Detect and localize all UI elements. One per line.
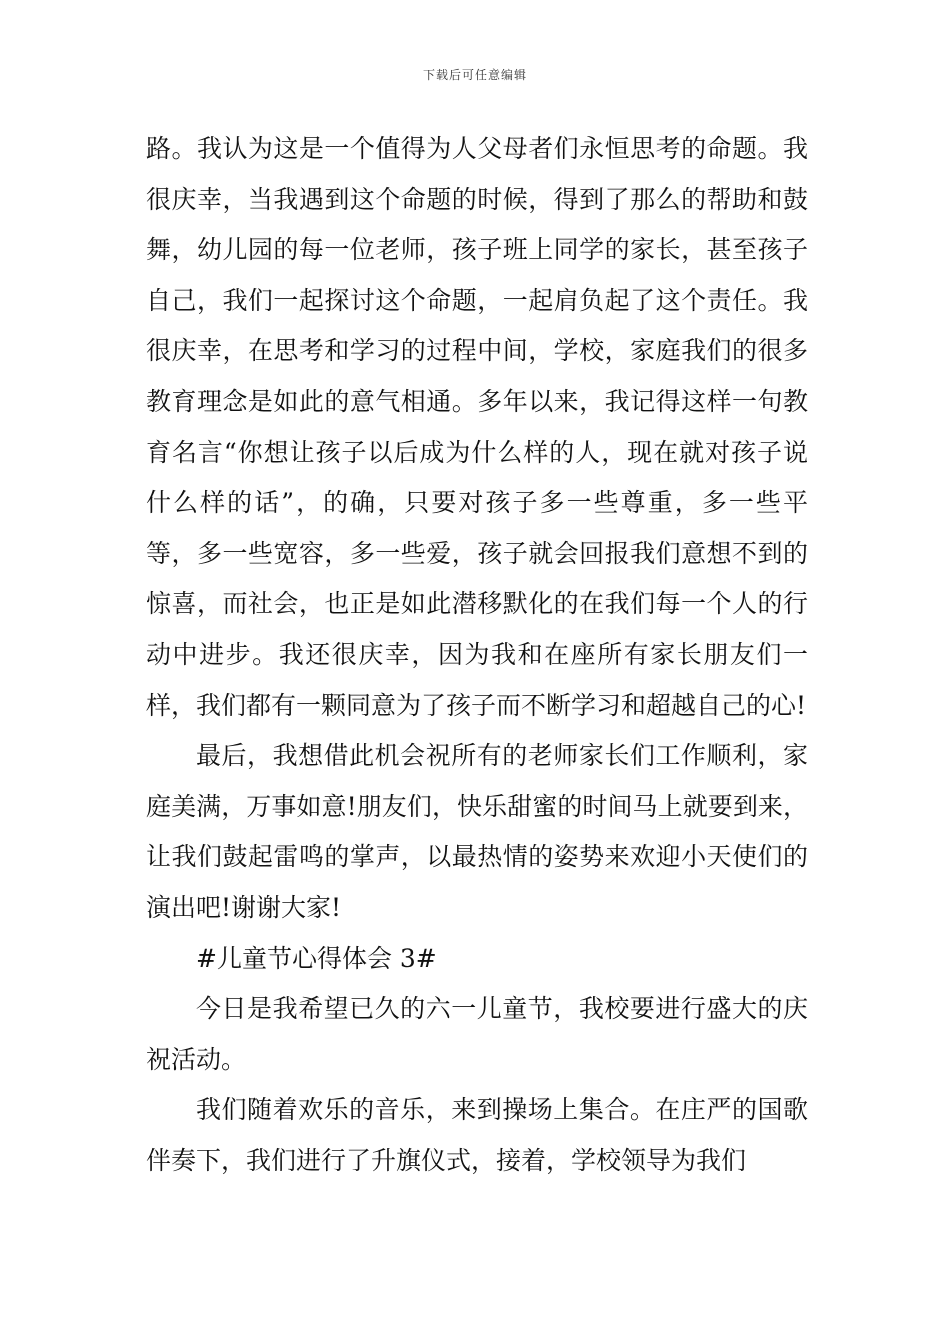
paragraph-ceremony: 我们随着欢乐的音乐，来到操场上集合。在庄严的国歌伴奏下，我们进行了升旗仪式，接着，学校领导为我们 xyxy=(146,1095,808,1175)
paragraph-continuation: 路。我认为这是一个值得为人父母者们永恒思考的命题。我很庆幸，当我遇到这个命题的时候，得到了那么的帮助和鼓舞，幼儿园的每一位老师，孩子班上同学的家长，甚至孩子自己，我们一起探讨这个命题，一起肩负起了这个责任。我很庆幸，在思考和学习的过程中间，学校，家庭我们的很多教育理念是如此的意气相通。多年以来，我记得这样一句教育名言“你想让孩子以后成为什么样的人，现在就对孩子说什么样的话”，的确，只要对孩子多一些尊重，多一些平等，多一些宽容，多一些爱，孩子就会回报我们意想不到的惊喜，而社会，也正是如此潜移默化的在我们每一个人的行动中进步。我还很庆幸，因为我和在座所有家长朋友们一样，我们都有一颗同意为了孩子而不断学习和超越自己的心! xyxy=(146,134,808,720)
paragraph-intro: 今日是我希望已久的六一儿童节，我校要进行盛大的庆祝活动。 xyxy=(146,994,808,1074)
paragraph-closing-wishes: 最后，我想借此机会祝所有的老师家长们工作顺利，家庭美满，万事如意!朋友们，快乐甜蜜的时间马上就要到来，让我们鼓起雷鸣的掌声，以最热情的姿势来欢迎小天使们的演出吧!谢谢大家! xyxy=(146,741,808,922)
section-heading: #儿童节心得体会 3# xyxy=(196,943,437,973)
page-header-note: 下载后可任意编辑 xyxy=(422,68,527,82)
document-body xyxy=(146,124,808,1186)
